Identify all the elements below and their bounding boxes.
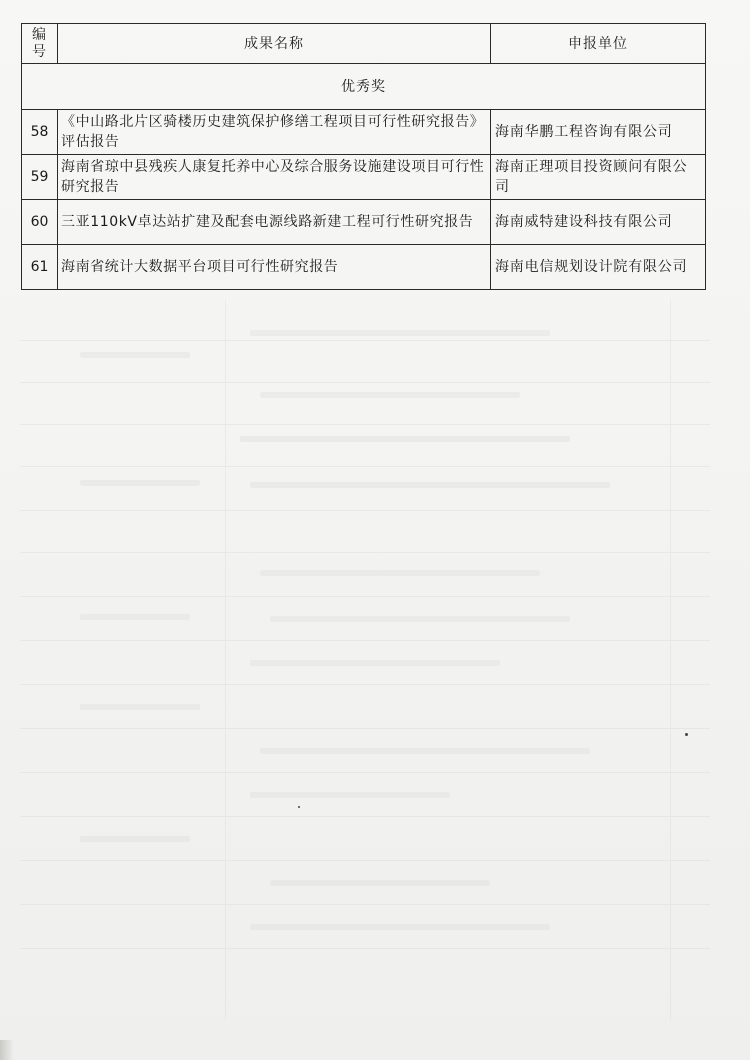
table-header-row — [22, 24, 706, 64]
table-row — [22, 155, 706, 200]
scan-edge-shadow — [0, 1040, 14, 1060]
row-number: 59 — [22, 155, 58, 200]
table-row — [22, 110, 706, 155]
header-number — [22, 24, 58, 64]
table-row — [22, 200, 706, 245]
applicant-unit: 海南正理项目投资顾问有限公司 — [491, 155, 706, 200]
header-applicant-unit: 申报单位 — [491, 24, 706, 64]
applicant-unit: 海南华鹏工程咨询有限公司 — [491, 110, 706, 155]
row-number: 60 — [22, 200, 58, 245]
header-number-line1: 编 — [32, 26, 47, 43]
awards-table — [21, 23, 706, 290]
section-row — [22, 64, 706, 110]
applicant-unit: 海南电信规划设计院有限公司 — [491, 245, 706, 290]
project-name: 海南省琼中县残疾人康复托养中心及综合服务设施建设项目可行性研究报告 — [58, 155, 491, 200]
row-number: 61 — [22, 245, 58, 290]
applicant-unit: 海南威特建设科技有限公司 — [491, 200, 706, 245]
scan-speck — [298, 806, 300, 808]
row-number: 58 — [22, 110, 58, 155]
project-name: 《中山路北片区骑楼历史建筑保护修缮工程项目可行性研究报告》评估报告 — [58, 110, 491, 155]
scan-speck — [685, 733, 688, 736]
show-through-background — [20, 300, 710, 1020]
header-number-line2: 号 — [32, 43, 47, 60]
project-name: 海南省统计大数据平台项目可行性研究报告 — [58, 245, 491, 290]
project-name: 三亚110kV卓达站扩建及配套电源线路新建工程可行性研究报告 — [58, 200, 491, 245]
table-row — [22, 245, 706, 290]
section-label: 优秀奖 — [22, 64, 706, 110]
header-project-name: 成果名称 — [58, 24, 491, 64]
